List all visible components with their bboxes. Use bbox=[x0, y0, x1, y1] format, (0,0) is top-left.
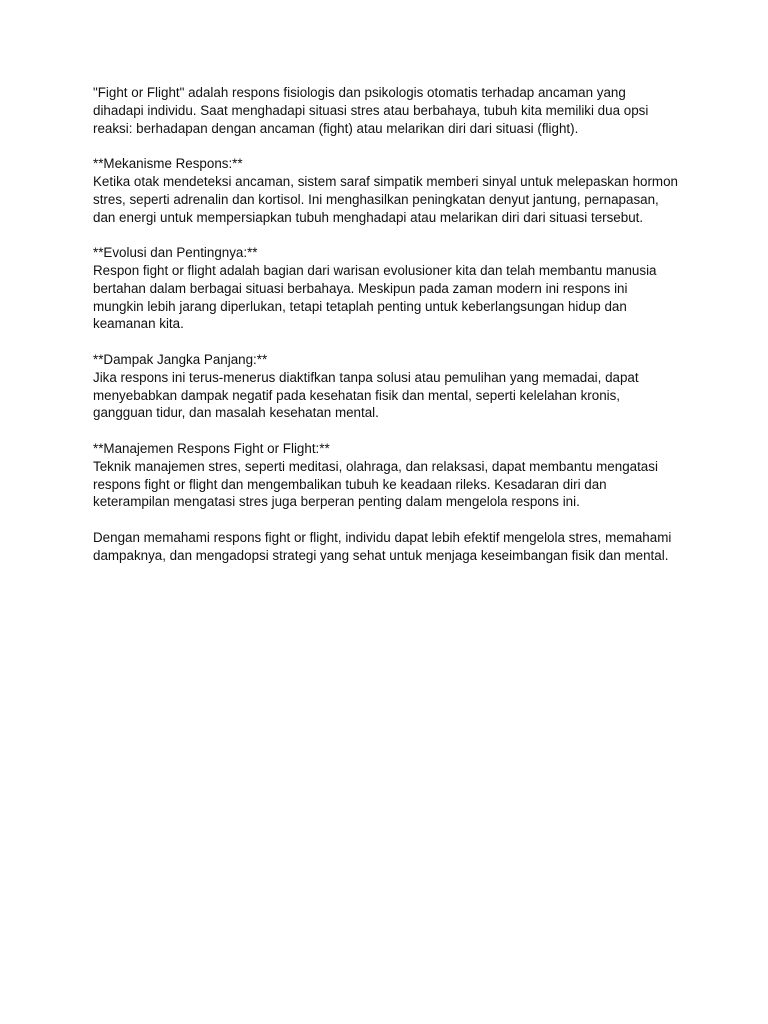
section-manajemen-respons bbox=[93, 440, 678, 511]
intro-paragraph: "Fight or Flight" adalah respons fisiologis dan psikologis otomatis terhadap ancaman yang dihadapi individu. Saat menghadapi situasi stres atau berbahaya, tubuh kita memiliki dua opsi reaksi: berhadapan dengan ancaman (fight) atau melarikan diri dari situasi (flight). bbox=[93, 85, 649, 136]
section-mekanisme-respons bbox=[93, 155, 678, 226]
section-body: Jika respons ini terus-menerus diaktifkan tanpa solusi atau pemulihan yang memadai, dapat menyebabkan dampak negatif pada kesehatan fisik dan mental, seperti kelelahan kronis, gangguan tidur, dan masalah kesehatan mental. bbox=[93, 369, 639, 421]
section-heading: **Dampak Jangka Panjang:** bbox=[93, 351, 268, 367]
section-body: Respon fight or flight adalah bagian dari warisan evolusioner kita dan telah membantu manusia bertahan dalam berbagai situasi berbahaya. Meskipun pada zaman modern ini respons ini mungkin lebih jarang diperlukan, tetapi tetaplah penting untuk keberlangsungan hidup dan keamanan kita. bbox=[93, 262, 657, 332]
section-evolusi-dan-pentingnya bbox=[93, 244, 678, 333]
section-heading: **Manajemen Respons Fight or Flight:** bbox=[93, 440, 330, 456]
section-heading: **Evolusi dan Pentingnya:** bbox=[93, 245, 258, 261]
section-body: Ketika otak mendeteksi ancaman, sistem saraf simpatik memberi sinyal untuk melepaskan hormon stres, seperti adrenalin dan kortisol. Ini menghasilkan peningkatan denyut jantung, pernapasan, dan energi untuk mempersiapkan tubuh menghadapi atau melarikan diri dari situasi tersebut. bbox=[93, 173, 678, 225]
section-body: Teknik manajemen stres, seperti meditasi, olahraga, dan relaksasi, dapat membantu mengatasi respons fight or flight dan mengembalikan tubuh ke keadaan rileks. Kesadaran diri dan keterampilan mengatasi stres juga berperan penting dalam mengelola respons ini. bbox=[93, 458, 658, 510]
section-heading: **Mekanisme Respons:** bbox=[93, 156, 243, 172]
section-dampak-jangka-panjang bbox=[93, 351, 678, 422]
conclusion-paragraph: Dengan memahami respons fight or flight, individu dapat lebih efektif mengelola stres, memahami dampaknya, dan mengadopsi strategi yang sehat untuk menjaga keseimbangan fisik dan mental. bbox=[93, 529, 672, 563]
document-page bbox=[93, 84, 678, 565]
